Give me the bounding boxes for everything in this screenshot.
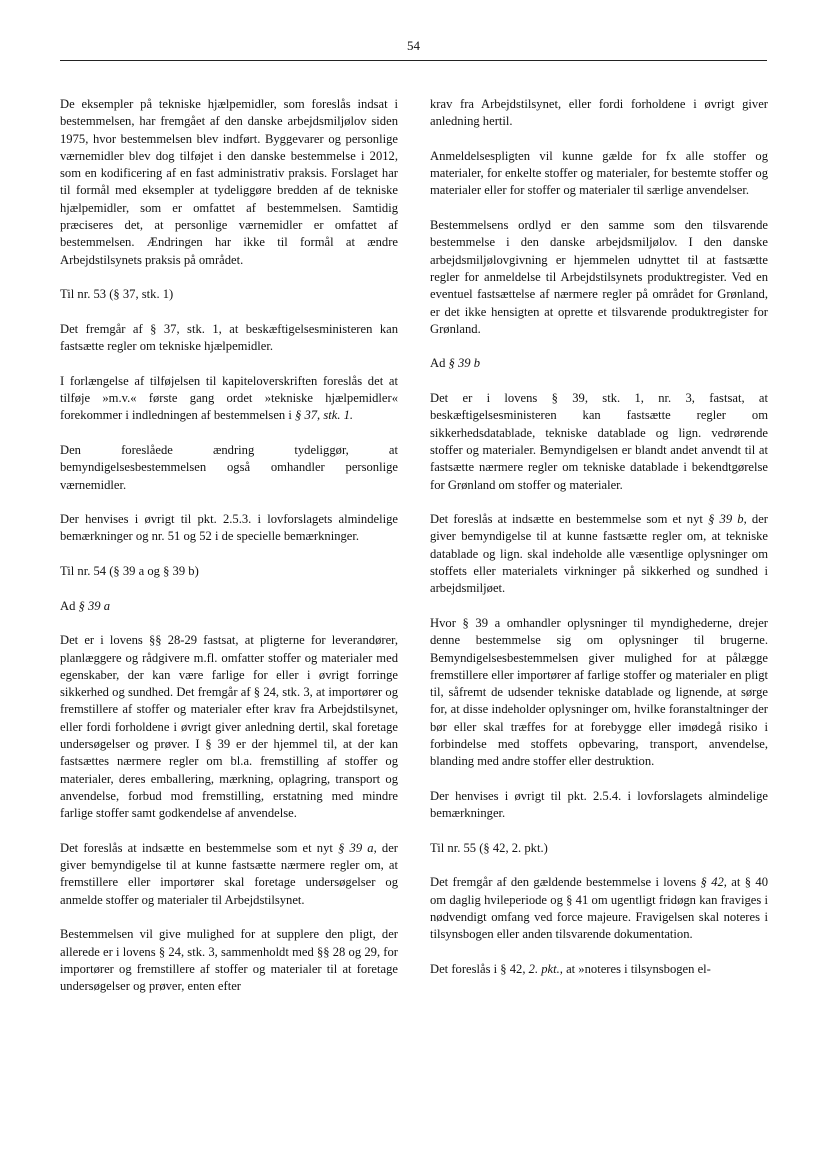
text-segment: at § 40 om daglig hvileperiode og § 41 om ugentligt fridøgn kan fraviges i nødvendigt omfang ved force majeure. Fravigelsen skal noteres i tilsynsbogen eller anden tilsvarende dokumentation.	[430, 875, 768, 942]
text-segment: krav fra Arbejdstilsynet, eller fordi forholdene i øvrigt giver anledning hertil.	[430, 97, 768, 129]
section-heading	[430, 355, 768, 372]
body-paragraph	[60, 373, 398, 425]
body-paragraph	[430, 961, 768, 978]
text-segment: Bestemmelsens ordlyd er den samme som den tilsvarende bestemmelse i den danske arbejdsmiljølov. I den danske arbejdsmiljølovgivning er hjemmelen udnyttet til at fastsætte regler for anmeldelse til Arbejdstilsynets produktregister. Ved en eventuel fastsættelse af nærmere regler på området for Grønland, er det ikke hensigten at oprette et tilsvarende produktregister for Grønland.	[430, 218, 768, 336]
body-paragraph	[430, 788, 768, 823]
body-paragraph	[60, 321, 398, 356]
text-segment: Til nr. 54 (§ 39 a og § 39 b)	[60, 564, 199, 579]
text-segment: Ad	[60, 598, 79, 613]
body-paragraph	[60, 96, 398, 269]
body-paragraph	[60, 511, 398, 546]
text-segment: Det foreslås at indsætte en bestemmelse som et nyt	[60, 840, 339, 855]
body-paragraph	[430, 390, 768, 494]
text-segment: Det foreslås at indsætte en bestemmelse som et nyt	[430, 512, 709, 527]
text-segment: I forlængelse af tilføjelsen til kapiteloverskriften foreslås det at tilføje »m.v.« første gang ordet »tekniske hjælpemidler« forekommer i indledningen af bestemmelsen i	[60, 373, 398, 423]
italic-reference: § 39 a,	[338, 840, 377, 855]
text-segment: Der henvises i øvrigt til pkt. 2.5.3. i lovforslagets almindelige bemærkninger og nr. 51 og 52 i de specielle bemærkninger.	[60, 512, 398, 544]
body-paragraph	[60, 632, 398, 822]
body-paragraph	[430, 217, 768, 338]
section-heading	[60, 286, 398, 303]
text-segment: De eksempler på tekniske hjælpemidler, som foreslås indsat i bestemmelsen, har fremgået af den danske arbejdsmiljølov siden 1975, hvor bestemmelsen blev indført. Byggevarer og personlige værnemidler blev dog tilføjet i den danske bestemmelse i 2012, som en kodificering af en fast administrativ praksis. Forslaget har til formål med eksempler at tydeliggøre bredden af de tekniske hjælpemidler, som er omfattet af bestemmelsen. Samtidig præciseres det, at personlige værnemidler er omfattet af bestemmelsen. Ændringen har ikke til formål at ændre Arbejdstilsynets praksis på området.	[60, 97, 398, 267]
text-segment: Det foreslås i § 42,	[430, 961, 529, 976]
body-paragraph	[430, 511, 768, 597]
text-segment: der giver bemyndigelse til at kunne fastsætte nærmere regler om, at fremstillere eller importører skal foretage undersøgelser og anmelde stoffer og materialer til Arbejdstilsynet.	[60, 840, 398, 907]
italic-reference: § 37, stk. 1.	[295, 408, 354, 423]
section-heading	[430, 840, 768, 857]
text-segment: at »noteres i tilsynsbogen el-	[562, 961, 711, 976]
italic-reference: 2. pkt.,	[528, 961, 563, 976]
text-segment: Det fremgår af § 37, stk. 1, at beskæftigelsesministeren kan fastsætte regler om tekniske hjælpemidler.	[60, 321, 398, 354]
text-segment: Til nr. 53 (§ 37, stk. 1)	[60, 287, 174, 302]
body-paragraph	[430, 148, 768, 200]
text-segment: Hvor § 39 a omhandler oplysninger til myndighederne, drejer denne bestemmelse sig om oplysninger til brugerne. Bemyndigelsesbestemmelsen giver mulighed for at pålægge fremstillere eller importører af farlige stoffer og materialer en pligt til, såfremt de udsender tekniske datablade og lignende, at sørge for, at disse indeholder oplysninger om, hvilke foranstaltninger der bør eller skal træffes for at forebygge eller imødegå risiko i forbindelse med stoffets opbevaring, transport, anvendelse, blanding med andre stoffer eller destruktion.	[430, 615, 768, 769]
right-column	[430, 96, 768, 995]
italic-reference: § 42,	[700, 875, 727, 890]
text-segment: Det er i lovens §§ 28-29 fastsat, at pligterne for leverandører, planlæggere og rådgivere m.fl. omfatter stoffer og materialer med egenskaber, der kan være farlige for eller i øvrigt forringe sikkerhed og sundhed. Det fremgår af § 24, stk. 3, at importører og fremstillere af stoffer og materialer efter krav fra Arbejdstilsynet, eller fordi forholdene i øvrigt giver anledning dertil, skal foretage undersøgelser og prøver. I § 39 er der hjemmel til, at der kan fastsættes nærmere regler om bl.a. fremstilling af stoffer og materialer, deres emballering, mærkning, oplagring, transport og anvendelse, forbud mod fremstilling, erstatning med mindre farlige stoffer samt godkendelse af anvendelse.	[60, 633, 398, 821]
text-segment: Til nr. 55 (§ 42, 2. pkt.)	[430, 840, 548, 855]
section-heading	[60, 598, 398, 615]
italic-reference: § 39 a	[78, 598, 111, 613]
body-paragraph	[430, 615, 768, 771]
text-segment: Det er i lovens § 39, stk. 1, nr. 3, fastsat, at beskæftigelsesministeren kan fastsætte regler om sikkerhedsdatablade, tekniske datablade og lign. vedrørende stoffer og materialer. Bemyndigelsen er blandt andet anvendt til at fastsætte nærmere regler om tekniske datablade i bekendtgørelse for Grønland om stoffer og materialer.	[430, 391, 768, 492]
body-paragraph	[60, 926, 398, 995]
text-segment: Anmeldelsespligten vil kunne gælde for fx alle stoffer og materialer, for enkelte stoffer og materialer, for bestemte stoffer og materialer eller for stoffer og materialer til særlige anvendelser.	[430, 148, 768, 198]
text-segment: Den foreslåede ændring tydeliggør, at bemyndigelsesbestemmelsen også omhandler personlige værnemidler.	[60, 442, 398, 492]
body-paragraph	[430, 874, 768, 943]
italic-reference: § 39 b	[448, 356, 481, 371]
text-segment: Ad	[430, 356, 449, 371]
page-number: 54	[407, 38, 420, 53]
text-segment: der giver bemyndigelse til at kunne fastsætte regler om, at tekniske datablade og lign. skal indeholde alle væsentlige oplysninger om stoffets eller materialets virkninger på sikkerhed og sundhed i arbejdsmiljøet.	[430, 512, 768, 596]
body-paragraph	[60, 442, 398, 494]
text-segment: Bestemmelsen vil give mulighed for at supplere den pligt, der allerede er i lovens § 24, stk. 3, sammenholdt med §§ 28 og 29, for importører og fremstillere af stoffer og materialer til at foretage undersøgelser og prøver, enten efter	[60, 927, 398, 994]
section-heading	[60, 563, 398, 580]
text-segment: Der henvises i øvrigt til pkt. 2.5.4. i lovforslagets almindelige bemærkninger.	[430, 788, 768, 821]
header-rule	[60, 60, 767, 61]
body-paragraph	[430, 96, 768, 131]
text-segment: Det fremgår af den gældende bestemmelse i lovens	[430, 875, 701, 890]
body-paragraph	[60, 840, 398, 909]
left-column	[60, 96, 398, 1013]
italic-reference: § 39 b,	[708, 512, 747, 527]
